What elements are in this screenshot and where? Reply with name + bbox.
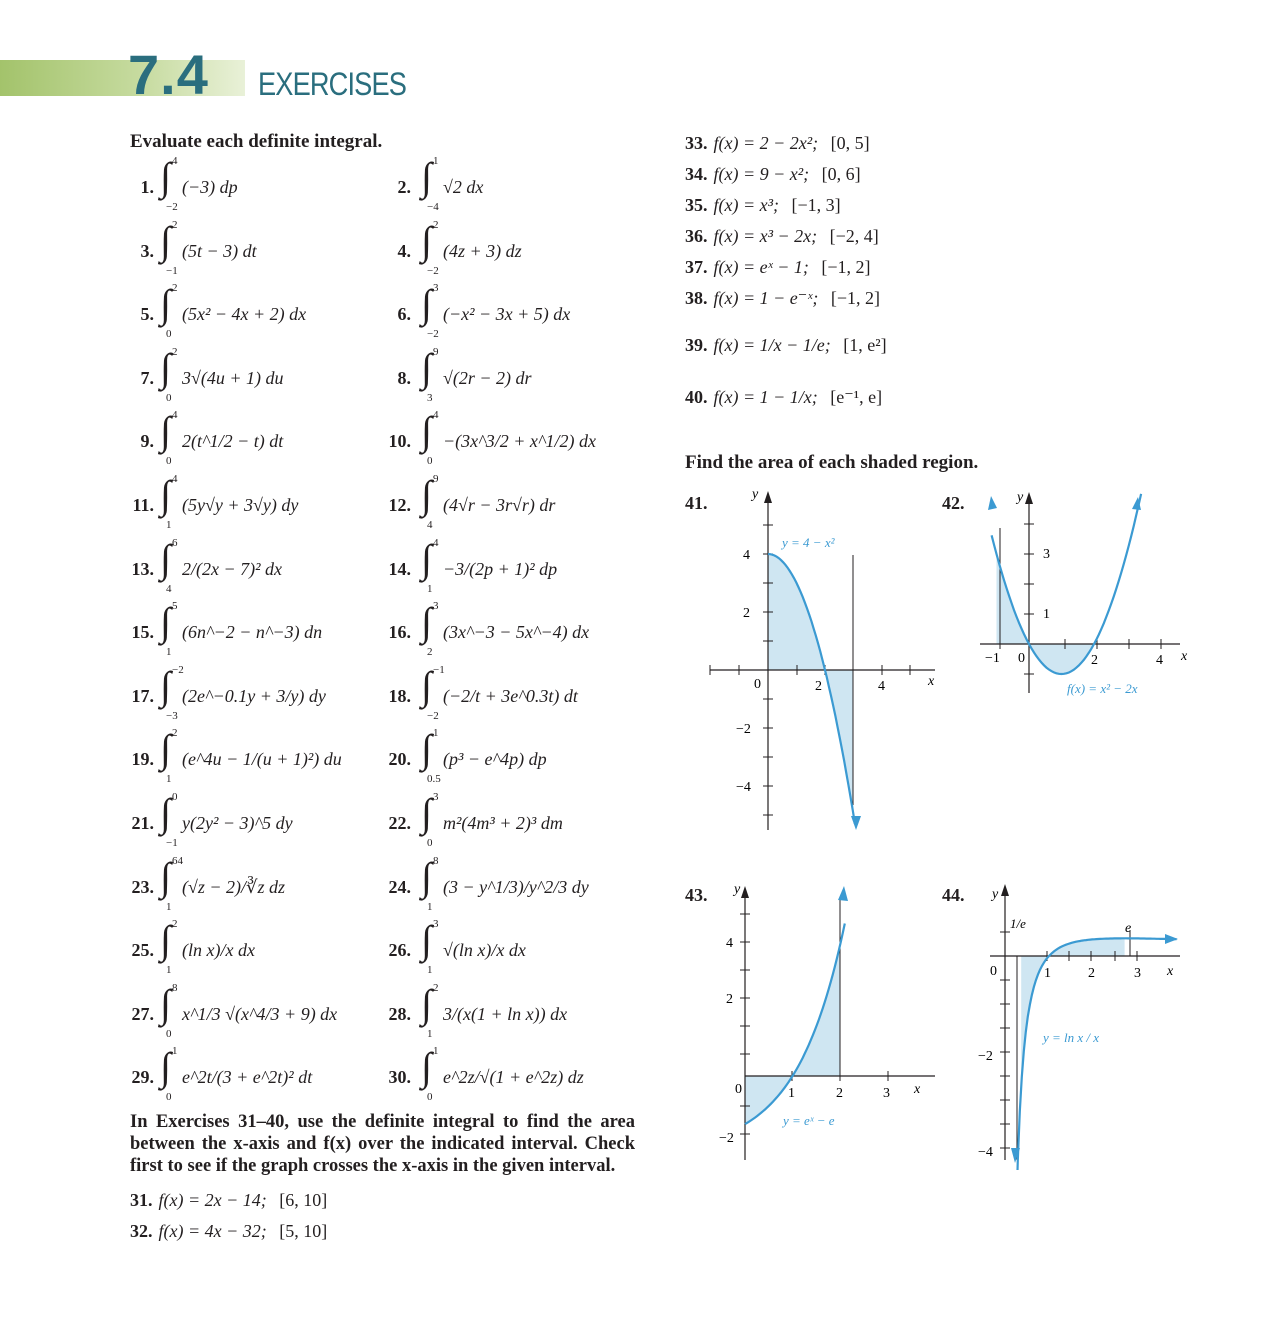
integral-upper-limit: 4 [433, 409, 439, 422]
integral-sign: ∫ [421, 154, 432, 199]
graph-41-ytick: −2 [736, 722, 751, 737]
integral-number: 28. [388, 1003, 411, 1024]
integral-upper-limit: 8 [433, 854, 439, 867]
area-problem [130, 1190, 327, 1211]
integral-lower-limit: 1 [427, 582, 433, 595]
integral-number: 25. [131, 940, 154, 961]
integral-lower-limit: 1 [427, 900, 433, 913]
integral-upper-limit: 2 [433, 218, 439, 231]
integral-expression: (6n^−2 − n^−3) dn [182, 622, 323, 643]
integral-upper-limit: 4 [172, 473, 178, 485]
area-problem-number: 38. [685, 288, 708, 308]
graph-43-xtick: 3 [883, 1086, 890, 1101]
integral-sign: ∫ [160, 154, 171, 199]
integral-upper-limit: 3 [433, 600, 439, 613]
integral-number: 26. [388, 940, 411, 961]
graph-41 [700, 485, 940, 845]
integral-lower-limit: 1 [427, 964, 433, 977]
integral-lower-limit: −1 [166, 837, 178, 849]
integral-expression: (−3) dp [182, 177, 238, 197]
graph-44-ytick: −2 [978, 1049, 993, 1064]
graph-41-ytick: 2 [743, 606, 750, 621]
graph-44-x-axis: x [1167, 964, 1174, 979]
graph-42-number: 42. [942, 493, 965, 513]
integral-upper-limit: 9 [433, 473, 439, 485]
area-problem [685, 335, 887, 356]
integral-number: 24. [388, 876, 411, 897]
integral-number: 30. [388, 1067, 411, 1088]
integral-expression: 2/(2x − 7)² dx [182, 558, 283, 579]
integral-expression: −3/(2p + 1)² dp [443, 558, 558, 579]
area-problem-interval: [5, 10] [279, 1221, 328, 1241]
graph-44-ytick: −4 [978, 1145, 993, 1160]
integral-lower-limit: 0 [427, 1091, 433, 1104]
area-problem-function: f(x) = 2 − 2x²; [713, 133, 819, 153]
integral-sign: ∫ [160, 599, 171, 645]
integral-expression: (5y√y + 3√y) dy [182, 495, 299, 515]
integral-expression: e^2t/(3 + e^2t)² dt [182, 1067, 313, 1088]
integral-number: 17. [131, 685, 154, 706]
area-problem-number: 36. [685, 226, 708, 246]
graph-44-inverse-e-label: 1/e [1010, 916, 1026, 931]
integral-upper-limit: 6 [172, 536, 178, 549]
integral-lower-limit: 0.5 [427, 773, 441, 786]
area-problem-interval: [−1, 2] [830, 288, 880, 308]
integral-sign: ∫ [421, 344, 432, 390]
integral-upper-limit: 1 [172, 1045, 178, 1058]
integral-expression: (5t − 3) dt [182, 240, 257, 261]
integral-sign: ∫ [421, 217, 432, 263]
integral-number: 1. [140, 177, 154, 197]
graph-43-ytick: −2 [719, 1131, 734, 1146]
integral-expression: x^1/3 √(x^4/3 + 9) dx [182, 1003, 338, 1024]
graph-42-curve-label: f(x) = x² − 2x [1067, 681, 1138, 696]
section-number: 7.4 [128, 43, 209, 106]
graph-44-e-label: e [1125, 921, 1132, 936]
graph-44-curve-label: y = ln x / x [1043, 1030, 1100, 1045]
integral-lower-limit: 1 [166, 773, 172, 786]
integral-number: 27. [131, 1003, 154, 1024]
integral-number: 21. [131, 813, 154, 833]
area-problem [685, 387, 882, 408]
integral-upper-limit: 2 [172, 218, 178, 231]
integral-upper-limit: 8 [172, 981, 178, 994]
integral-expression: (2e^−0.1y + 3/y) dy [182, 685, 326, 706]
graph-41-xtick: 2 [815, 679, 822, 694]
integral-lower-limit: 0 [166, 1091, 172, 1104]
integral-number: 12. [388, 495, 411, 515]
area-problem-function: f(x) = 1 − 1/x; [713, 387, 818, 407]
integral-sign: ∫ [160, 917, 171, 963]
integral-lower-limit: −2 [427, 328, 439, 341]
integral-number: 9. [140, 431, 154, 452]
area-problem [130, 1221, 327, 1242]
integral-sign: ∫ [421, 472, 432, 517]
graph-42-xtick: 0 [1018, 651, 1025, 666]
area-problem-number: 39. [685, 335, 708, 355]
integral-lower-limit: −2 [427, 709, 439, 722]
integral-upper-limit: 0 [172, 791, 178, 803]
integral-sign: ∫ [160, 344, 171, 390]
integral-lower-limit: 0 [166, 391, 172, 404]
integral-expression: 2(t^1/2 − t) dt [182, 431, 284, 452]
integral-sign: ∫ [421, 408, 432, 454]
integral-sign: ∫ [160, 790, 171, 835]
graph-42-xtick: 2 [1091, 653, 1098, 668]
area-problem-interval: [e⁻¹, e] [830, 387, 883, 407]
integral-lower-limit: 4 [427, 519, 433, 531]
integral-lower-limit: 2 [427, 646, 433, 659]
integral-lower-limit: 0 [166, 455, 172, 468]
integral-number: 18. [388, 685, 411, 706]
integral-expression: √(ln x)/x dx [443, 940, 526, 961]
area-problem-function: f(x) = 1/x − 1/e; [713, 335, 831, 355]
integral-upper-limit: 1 [433, 727, 439, 740]
integral-sign: ∫ [421, 853, 432, 899]
integral-expression: √2 dx [443, 177, 484, 197]
integral-upper-limit: 1 [433, 1045, 439, 1058]
graph-42-xtick: −1 [985, 651, 1000, 666]
integral-expression: √(2r − 2) dr [443, 367, 532, 388]
graph-41-xtick: 0 [754, 677, 761, 692]
integral-sign: ∫ [421, 980, 432, 1026]
integral-upper-limit: 1 [433, 155, 439, 167]
area-problem-interval: [−2, 4] [829, 226, 879, 246]
integral-lower-limit: −2 [166, 201, 178, 213]
integral-lower-limit: 0 [166, 1027, 172, 1040]
area-problem-function: f(x) = 2x − 14; [158, 1190, 267, 1210]
integral-number: 11. [132, 495, 154, 515]
integral-lower-limit: −4 [427, 201, 439, 213]
evaluate-instruction: Evaluate each definite integral. [130, 131, 383, 152]
integral-lower-limit: −3 [166, 709, 178, 722]
integral-upper-limit: 2 [172, 345, 178, 358]
area-problem-interval: [0, 6] [821, 164, 861, 184]
graph-42-ytick: 1 [1043, 607, 1050, 622]
integral-lower-limit: −2 [427, 264, 439, 277]
integral-expression: (e^4u − 1/(u + 1)²) du [182, 749, 342, 770]
integral-upper-limit: 4 [172, 155, 178, 167]
integral-number: 14. [388, 558, 411, 579]
integral-expression: (√z − 2)/∛z dz [182, 876, 285, 897]
integral-upper-limit: 3 [433, 918, 439, 931]
integral-expression: 3/(x(1 + ln x)) dx [443, 1003, 568, 1024]
integral-number: 16. [388, 622, 411, 643]
integral-lower-limit: 1 [166, 646, 172, 659]
integral-expression: 3√(4u + 1) du [182, 367, 284, 388]
graph-41-y-axis: y [752, 487, 759, 502]
area-problem-number: 33. [685, 133, 708, 153]
graph-42-ytick: 3 [1043, 547, 1050, 562]
graph-41-x-axis: x [928, 674, 935, 689]
integral-sign: ∫ [160, 726, 171, 772]
integral-sign: ∫ [160, 535, 171, 581]
graph-42 [975, 488, 1190, 703]
integral-sign: ∫ [160, 980, 171, 1026]
integral-number: 7. [140, 367, 154, 388]
area-problem [685, 133, 870, 154]
integral-expression: (−2/t + 3e^0.3t) dt [443, 685, 578, 706]
integral-sign: ∫ [160, 281, 171, 327]
graph-41-ytick: −4 [736, 780, 751, 795]
integral-number: 29. [131, 1067, 154, 1088]
integral-number: 2. [397, 177, 411, 197]
integral-sign: ∫ [160, 472, 171, 517]
area-problem [685, 164, 861, 185]
area-problem [685, 195, 841, 216]
integral-number: 5. [140, 304, 154, 325]
area-problem-function: f(x) = 4x − 32; [158, 1221, 267, 1241]
graph-41-number: 41. [685, 493, 708, 513]
integral-expression: e^2z/√(1 + e^2z) dz [443, 1067, 584, 1088]
integral-number: 10. [388, 431, 411, 452]
integral-upper-limit: 2 [172, 282, 178, 295]
graph-43 [715, 880, 945, 1165]
integral-lower-limit: 4 [166, 582, 172, 595]
area-problem-number: 32. [130, 1221, 153, 1241]
graph-44-xtick: 2 [1088, 966, 1095, 981]
integral-sign: ∫ [421, 726, 432, 772]
area-problem-function: f(x) = eˣ − 1; [713, 257, 809, 277]
integral-number: 15. [131, 622, 154, 643]
area-problem-number: 35. [685, 195, 708, 215]
area-problem-number: 37. [685, 257, 708, 277]
integral-expression: y(2y² − 3)^5 dy [182, 813, 293, 833]
graph-43-y-axis: y [734, 882, 741, 897]
integral-sign: ∫ [421, 599, 432, 645]
graph-44-xtick: 0 [990, 964, 997, 979]
integral-lower-limit: 0 [166, 328, 172, 341]
integral-sign: ∫ [160, 1044, 171, 1090]
graph-44 [975, 880, 1190, 1170]
integral-upper-limit: 2 [433, 981, 439, 994]
graph-43-xtick: 0 [735, 1082, 742, 1097]
integral-number: 22. [388, 813, 411, 833]
graph-43-xtick: 1 [788, 1086, 795, 1101]
area-problem-interval: [6, 10] [279, 1190, 328, 1210]
integral-lower-limit: 1 [166, 519, 172, 531]
integral-upper-limit: 4 [172, 409, 178, 422]
area-problem [685, 257, 870, 278]
integral-expression: (5x² − 4x + 2) dx [182, 304, 307, 325]
integral-number: 8. [397, 367, 411, 388]
area-problem-number: 34. [685, 164, 708, 184]
area-problem [685, 226, 879, 247]
integral-number: 13. [131, 558, 154, 579]
integral-expression: −(3x^3/2 + x^1/2) dx [443, 431, 596, 452]
area-problem-number: 40. [685, 387, 708, 407]
integral-lower-limit: 1 [166, 964, 172, 977]
integral-upper-limit: 2 [172, 918, 178, 931]
graph-43-ytick: 2 [726, 992, 733, 1007]
integral-upper-limit: −2 [172, 663, 184, 676]
integral-number: 6. [397, 304, 411, 325]
integral-sign: ∫ [160, 853, 171, 899]
graph-42-x-axis: x [1181, 649, 1188, 664]
integral-expression: (3 − y^1/3)/y^2/3 dy [443, 876, 589, 897]
section-title: EXERCISES [258, 66, 407, 102]
graph-41-xtick: 4 [878, 679, 885, 694]
integral-number: 23. [131, 876, 154, 897]
integral-number: 19. [131, 749, 154, 770]
area-instruction: In Exercises 31–40, use the definite integral to find the area between the x-axis and f(x) over the indicated interval. Check first to see if the graph crosses the x-axis in the given interval. [130, 1112, 635, 1176]
integral-sign: ∫ [421, 790, 432, 835]
graph-43-xtick: 2 [836, 1086, 843, 1101]
integral-sign: ∫ [421, 662, 432, 708]
integral-upper-limit: 2 [172, 727, 178, 740]
integral-upper-limit: 4 [433, 536, 439, 549]
integral-expression: (p³ − e^4p) dp [443, 749, 547, 770]
integral-expression: (3x^−3 − 5x^−4) dx [443, 622, 590, 643]
integral-sign: ∫ [160, 408, 171, 454]
area-problem [685, 288, 880, 309]
graph-44-y-axis: y [992, 887, 999, 902]
graph-41-ytick: 4 [743, 548, 750, 563]
graph-44-xtick: 3 [1134, 966, 1141, 981]
integral-lower-limit: 0 [427, 455, 433, 468]
integral-expression: (4z + 3) dz [443, 240, 522, 261]
integral-upper-limit: −1 [433, 663, 445, 676]
integral-lower-limit: 3 [427, 391, 433, 404]
integral-number: 3. [140, 240, 154, 261]
integral-expression: (ln x)/x dx [182, 940, 255, 961]
area-problem-function: f(x) = 1 − e⁻ˣ; [713, 288, 819, 308]
graph-44-number: 44. [942, 885, 965, 905]
integral-upper-limit: 64 [172, 854, 183, 867]
integral-expression: (4√r − 3r√r) dr [443, 495, 556, 515]
integral-expression: m²(4m³ + 2)³ dm [443, 813, 563, 833]
graph-42-xtick: 4 [1156, 653, 1163, 668]
integral-upper-limit: 9 [433, 345, 439, 358]
integral-sign: ∫ [160, 662, 171, 708]
graph-41-shade [768, 554, 854, 815]
integral-sign: ∫ [421, 1044, 432, 1090]
area-problem-function: f(x) = x³ − 2x; [713, 226, 818, 246]
integral-upper-limit: 3 [433, 282, 439, 295]
area-problem-function: f(x) = x³; [713, 195, 780, 215]
shaded-instruction: Find the area of each shaded region. [685, 452, 979, 473]
integral-sign: ∫ [421, 281, 432, 327]
area-problem-number: 31. [130, 1190, 153, 1210]
integral-sign: ∫ [421, 535, 432, 581]
graph-43-number: 43. [685, 885, 708, 905]
area-problem-interval: [−1, 3] [791, 195, 841, 215]
graph-44-xtick: 1 [1044, 966, 1051, 981]
graph-43-curve-label: y = eˣ − e [783, 1113, 835, 1128]
area-problem-interval: [0, 5] [830, 133, 870, 153]
integral-lower-limit: 0 [427, 837, 433, 849]
integral-lower-limit: 1 [427, 1027, 433, 1040]
graph-43-ytick: 4 [726, 936, 733, 951]
area-problem-interval: [−1, 2] [821, 257, 871, 277]
area-problem-function: f(x) = 9 − x²; [713, 164, 810, 184]
graph-41-curve-label: y = 4 − x² [782, 535, 835, 550]
graph-42-y-axis: y [1017, 490, 1024, 505]
integral-sign: ∫ [160, 217, 171, 263]
integral-upper-limit: 5 [172, 600, 178, 613]
integral-number: 20. [388, 749, 411, 770]
integral-lower-limit: −1 [166, 264, 178, 277]
integral-lower-limit: 1 [166, 900, 172, 913]
integral-number: 4. [397, 240, 411, 261]
area-problem-interval: [1, e²] [843, 335, 887, 355]
integral-upper-limit: 3 [433, 791, 439, 803]
graph-43-x-axis: x [914, 1082, 921, 1097]
integral-expression: (−x² − 3x + 5) dx [443, 304, 571, 325]
integral-sign: ∫ [421, 917, 432, 963]
